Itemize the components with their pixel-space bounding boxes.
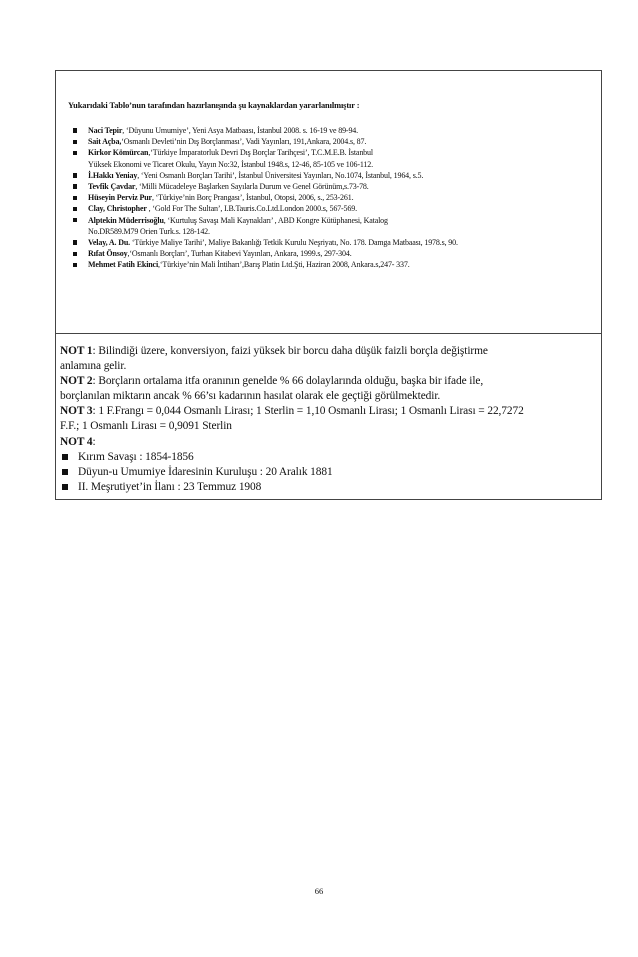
source-item: [70, 203, 595, 214]
source-item: [70, 136, 595, 147]
list-item: [60, 465, 597, 480]
source-text: ‘Düyunu Umumiye’, Yeni Asya Matbaası, İstanbul 2008. s. 16-19 ve 89-94.: [126, 126, 358, 135]
source-continuation: No.DR589.M79 Orien Turk.s. 128-142.: [88, 226, 210, 236]
note-text: : Borçların ortalama itfa oranının genelde % 66 dolaylarında olduğu, başka bir ifade ile,: [92, 375, 484, 388]
source-text: ‘Gold For The Sultan’, I.B.Tauris.Co.Ltd.London 2000.s, 567-569.: [152, 204, 357, 214]
note-text: F.F.; 1 Osmanlı Lirası = 0,9091 Sterlin: [60, 420, 232, 433]
source-author: Mehmet Fatih Ekinci: [88, 260, 159, 270]
sources-cell: [56, 71, 601, 334]
page-number: 66: [314, 886, 324, 896]
note-4-list: [60, 450, 597, 495]
source-continuation: Yüksek Ekonomi ve Ticaret Okulu, Yayın No:32, İstanbul 1948.s, 12-46, 85-105 ve 106-112.: [88, 159, 373, 169]
note-label: NOT 4: [60, 435, 93, 448]
square-bullet-icon: [73, 240, 77, 244]
source-author: Sait Açba,: [88, 137, 122, 147]
source-separator: ,: [151, 193, 156, 203]
sources-intro: Yukarıdaki Tablo’nun tarafından hazırlanışında şu kaynaklardan yararlanılmıştır :: [68, 101, 360, 110]
source-separator: ,: [135, 182, 140, 192]
square-bullet-icon: [73, 184, 77, 188]
square-bullet-icon: [73, 263, 77, 267]
note-text: anlamına gelir.: [60, 360, 127, 373]
source-text: ‘Milli Mücadeleye Başlarken Sayılarla Durum ve Genel Görünüm,s.73-78.: [139, 182, 369, 192]
source-author: Rıfat Önsoy: [88, 249, 128, 259]
source-author: Kirkor Kömürcan: [88, 148, 149, 158]
square-bullet-icon: [62, 484, 68, 490]
source-text: ‘Türkiye’nin Mali İntiharı’,Barış Platin Ltd.Şti, Haziran 2008, Ankara.s,247- 337.: [159, 260, 410, 270]
square-bullet-icon: [73, 252, 77, 256]
source-item: [70, 215, 595, 237]
source-text: ‘Osmanlı Devleti’nin Dış Borçlanması’, Vadi Yayınları, 191,Ankara, 2004.s, 87.: [121, 137, 367, 147]
source-item: [70, 237, 595, 248]
source-separator: ,: [148, 148, 151, 158]
list-item: [60, 480, 597, 495]
source-separator: ,: [158, 260, 160, 270]
source-separator: ,: [163, 215, 168, 225]
list-item-text: Düyun-u Umumiye İdaresinin Kuruluşu : 20 Aralık 1881: [78, 465, 333, 478]
square-bullet-icon: [73, 128, 77, 132]
list-item-text: Kırım Savaşı : 1854-1856: [78, 450, 194, 463]
source-separator: ,: [137, 170, 141, 180]
note-2: [60, 374, 597, 404]
source-author: Clay, Christopher: [88, 204, 147, 214]
square-bullet-icon: [73, 218, 77, 222]
source-item: [70, 181, 595, 192]
source-author: Hüseyin Perviz Pur: [88, 193, 152, 203]
note-label: NOT 1: [60, 345, 93, 357]
square-bullet-icon: [62, 454, 68, 460]
notes-cell: [56, 334, 601, 499]
source-item: [70, 170, 595, 181]
square-bullet-icon: [62, 469, 68, 475]
source-item: [70, 192, 595, 203]
source-text: ‘Türkiye Maliye Tarihi’, Maliye Bakanlığı Tetkik Kurulu Neşriyatı, No. 178. Damga Matbaası, 1978.s, 90.: [131, 238, 458, 248]
note-text: borçlanılan miktarın ancak % 66’sı kadarının hasılat olarak ele geçtiği görülmektedir.: [60, 390, 441, 403]
source-separator: ,: [146, 204, 153, 214]
source-text: ‘Türkiye İmparatorluk Devri Dış Borçlar Tarihçesi’, T.C.M.E.B. İstanbul: [150, 148, 373, 158]
note-4: [60, 435, 597, 450]
note-text: : 1 F.Frangı = 0,044 Osmanlı Lirası; 1 Sterlin = 1,10 Osmanlı Lirası; 1 Osmanlı Lirası = 22,7272: [92, 405, 524, 418]
square-bullet-icon: [73, 173, 77, 177]
note-label: NOT 3: [60, 405, 93, 418]
source-item: [70, 147, 595, 169]
list-item-text: II. Meşrutiyet’in İlanı : 23 Temmuz 1908: [78, 480, 262, 493]
document-table: [55, 70, 602, 500]
square-bullet-icon: [73, 151, 77, 155]
note-3: [60, 404, 597, 434]
source-author: İ.Hakkı Yeniay: [88, 170, 138, 180]
square-bullet-icon: [73, 207, 77, 211]
source-author: Tevfik Çavdar: [88, 182, 136, 192]
source-text: ‘Yeni Osmanlı Borçları Tarihi’, İstanbul Üniversitesi Yayınları, No.1074, İstanbul, 1964, s.5.: [140, 170, 424, 180]
source-text: ‘Osmanlı Borçları’, Turhan Kitabevi Yayınları, Ankara, 1999.s, 297-304.: [129, 249, 352, 259]
source-separator: ,: [122, 126, 126, 135]
square-bullet-icon: [73, 196, 77, 200]
source-author: Naci Tepir: [88, 126, 123, 135]
list-item: [60, 450, 597, 465]
source-item: [70, 125, 595, 136]
source-author: Alptekin Müderrisoğlu: [88, 215, 164, 225]
source-text: ‘Kurtuluş Savaşı Mali Kaynakları’ , ABD Kongre Kütüphanesi, Katalog: [167, 215, 388, 225]
source-item: [70, 259, 595, 270]
note-label: NOT 2: [60, 375, 93, 388]
source-separator: ,: [127, 249, 130, 259]
note-1: [60, 344, 597, 374]
square-bullet-icon: [73, 140, 77, 144]
sources-list: [70, 125, 595, 271]
source-text: ‘Türkiye’nin Borç Prangası’, İstanbul, Otopsi, 2006, s., 253-261.: [155, 193, 354, 203]
note-text: :: [92, 435, 96, 448]
note-text: : Bilindiği üzere, konversiyon, faizi yüksek bir borcu daha düşük faizli borçla değiştirme: [92, 345, 488, 357]
source-item: [70, 248, 595, 259]
source-author: Velay, A. Du.: [88, 238, 130, 248]
